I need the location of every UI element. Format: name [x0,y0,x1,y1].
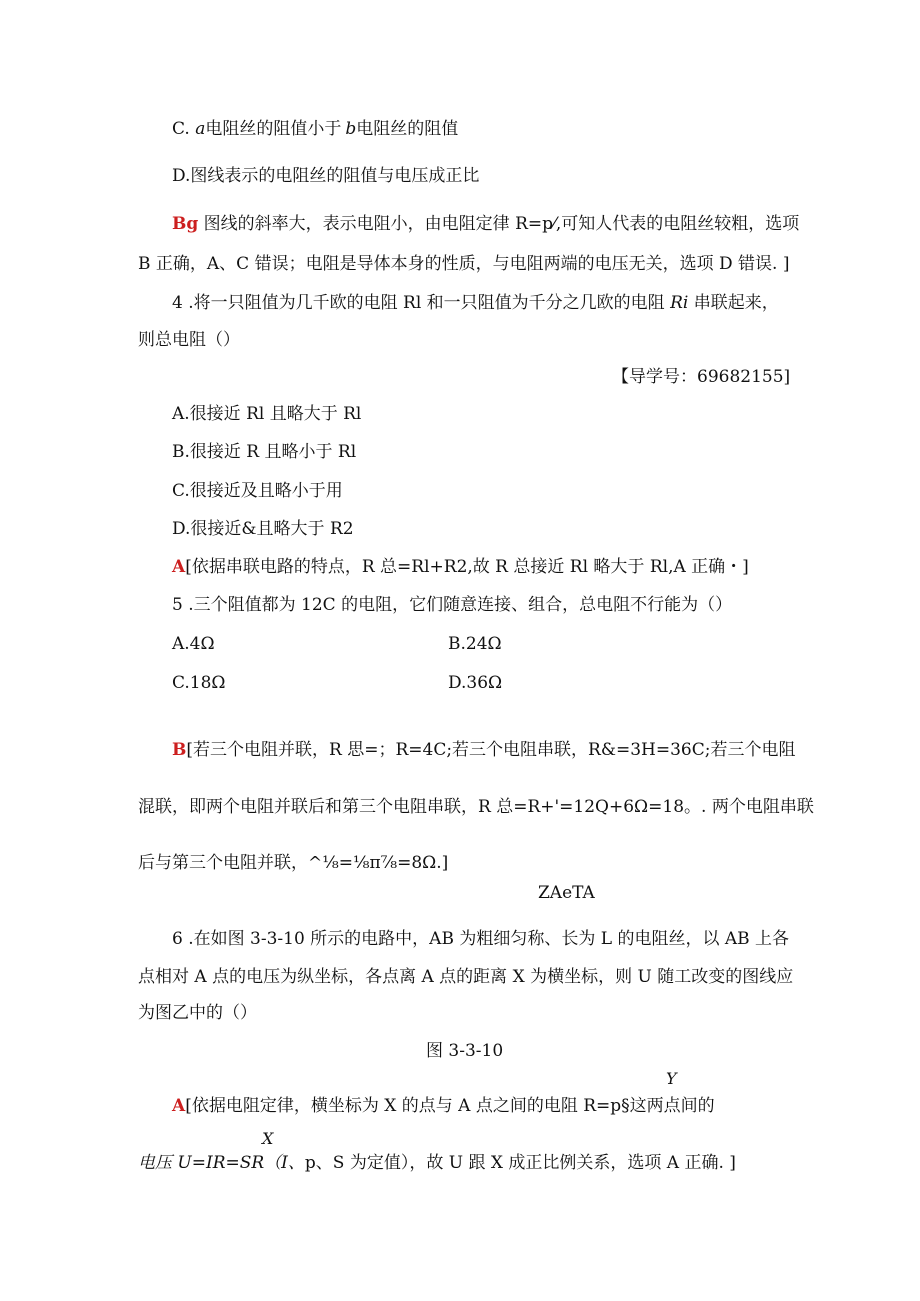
q4-answer-letter: A [172,557,186,577]
q5-explanation-line-2: 混联，即两个电阻并联后和第三个电阻串联，R 总=R+'=12Q+6Ω=18。. 两个电阻串联 [138,797,814,817]
q5-option-d: D.36Ω [448,673,503,693]
q4-stem-1a: 4 .将一只阻值为几千欧的电阻 Rl 和一只阻值为千分之几欧的电阻 [172,293,665,313]
q6-explanation-italic: 电压 U=IR=SR（I、 [138,1153,305,1173]
q3-explanation-text-1: 图线的斜率大，表示电阻小，由电阻定律 R=p⁄,可知人代表的电阻丝较粗，选项 [203,214,800,234]
q4-stem-1b: 串联起来， [693,293,779,313]
q6-explanation-line-2 [138,1152,736,1174]
q5-option-c: C.18Ω [172,673,226,693]
q3-answer-letter: Bg [172,214,199,234]
q3-option-c [172,118,458,140]
q3-option-c-end: 电阻丝的阻值 [356,119,459,139]
q4-explanation-text: [依据串联电路的特点，R 总=Rl+R2,故 R 总接近 Rl 略大于 Rl,A 正确・] [185,557,749,577]
figure-caption: 图 3-3-10 [426,1041,504,1061]
q5-explanation-line-1 [172,739,795,761]
q5-stem: 5 .三个阻值都为 12C 的电阻，它们随意连接、组合，总电阻不行能为（） [172,595,733,615]
q6-stem-line-2: 点相对 A 点的电压为纵坐标，各点离 A 点的距离 X 为横坐标，则 U 随工改变的图线应 [138,967,794,987]
q5-option-a: A.4Ω [172,634,215,654]
q4-stem-ri: Ri [670,293,689,313]
q6-stem-line-3: 为图乙中的（） [138,1003,257,1023]
q4-option-b: B.很接近 R 且略小于 Rl [172,442,357,462]
q5-explanation-text-1: [若三个电阻并联，R 思=；R=4C;若三个电阻串联，R&=3H=36C;若三个电阻 [186,740,796,760]
superscript-y: Y [666,1069,677,1088]
q6-explanation-line-1 [172,1095,715,1117]
q5-option-b: B.24Ω [448,634,502,654]
q3-option-c-mid: 电阻丝的阻值小于 [205,119,342,139]
q6-explanation-rest: p、S 为定值），故 U 跟 X 成正比例关系，选项 A 正确. ] [304,1153,736,1173]
q3-option-c-b: b [345,119,357,139]
q4-option-d: D.很接近&且略大于 R2 [172,519,354,539]
stray-figure-label: ZAeTA [538,883,595,903]
q4-stem-line-2: 则总电阻（） [138,330,240,350]
q6-explanation-text-1: [依据电阻定律，横坐标为 X 的点与 A 点之间的电阻 R=p§这两点间的 [185,1096,715,1116]
q3-option-c-a: a [195,119,206,139]
superscript-x: X [262,1129,274,1148]
q6-answer-letter: A [172,1096,186,1116]
q4-stem-line-1 [172,292,779,314]
q4-option-a: A.很接近 Rl 且略大于 Rl [172,404,362,424]
q5-explanation-line-3: 后与第三个电阻并联，^⅛=⅛π⅞=8Ω.] [138,853,449,873]
q4-explanation [172,556,749,578]
q5-answer-letter: B [172,740,187,760]
q3-explanation-line-1 [172,213,799,235]
q6-stem-line-1: 6 .在如图 3-3-10 所示的电路中，AB 为粗细匀称、长为 L 的电阻丝，以 AB 上各 [172,929,790,949]
q4-guide-number: 【导学号：69682155] [612,367,791,387]
q4-option-c: C.很接近及且略小于用 [172,481,343,501]
q3-option-d: D.图线表示的电阻丝的阻值与电压成正比 [172,166,480,186]
q3-explanation-line-2: B 正确，A、C 错误；电阻是导体本身的性质，与电阻两端的电压无关，选项 D 错误. ] [138,254,790,274]
q3-option-c-prefix: C. [172,119,196,139]
